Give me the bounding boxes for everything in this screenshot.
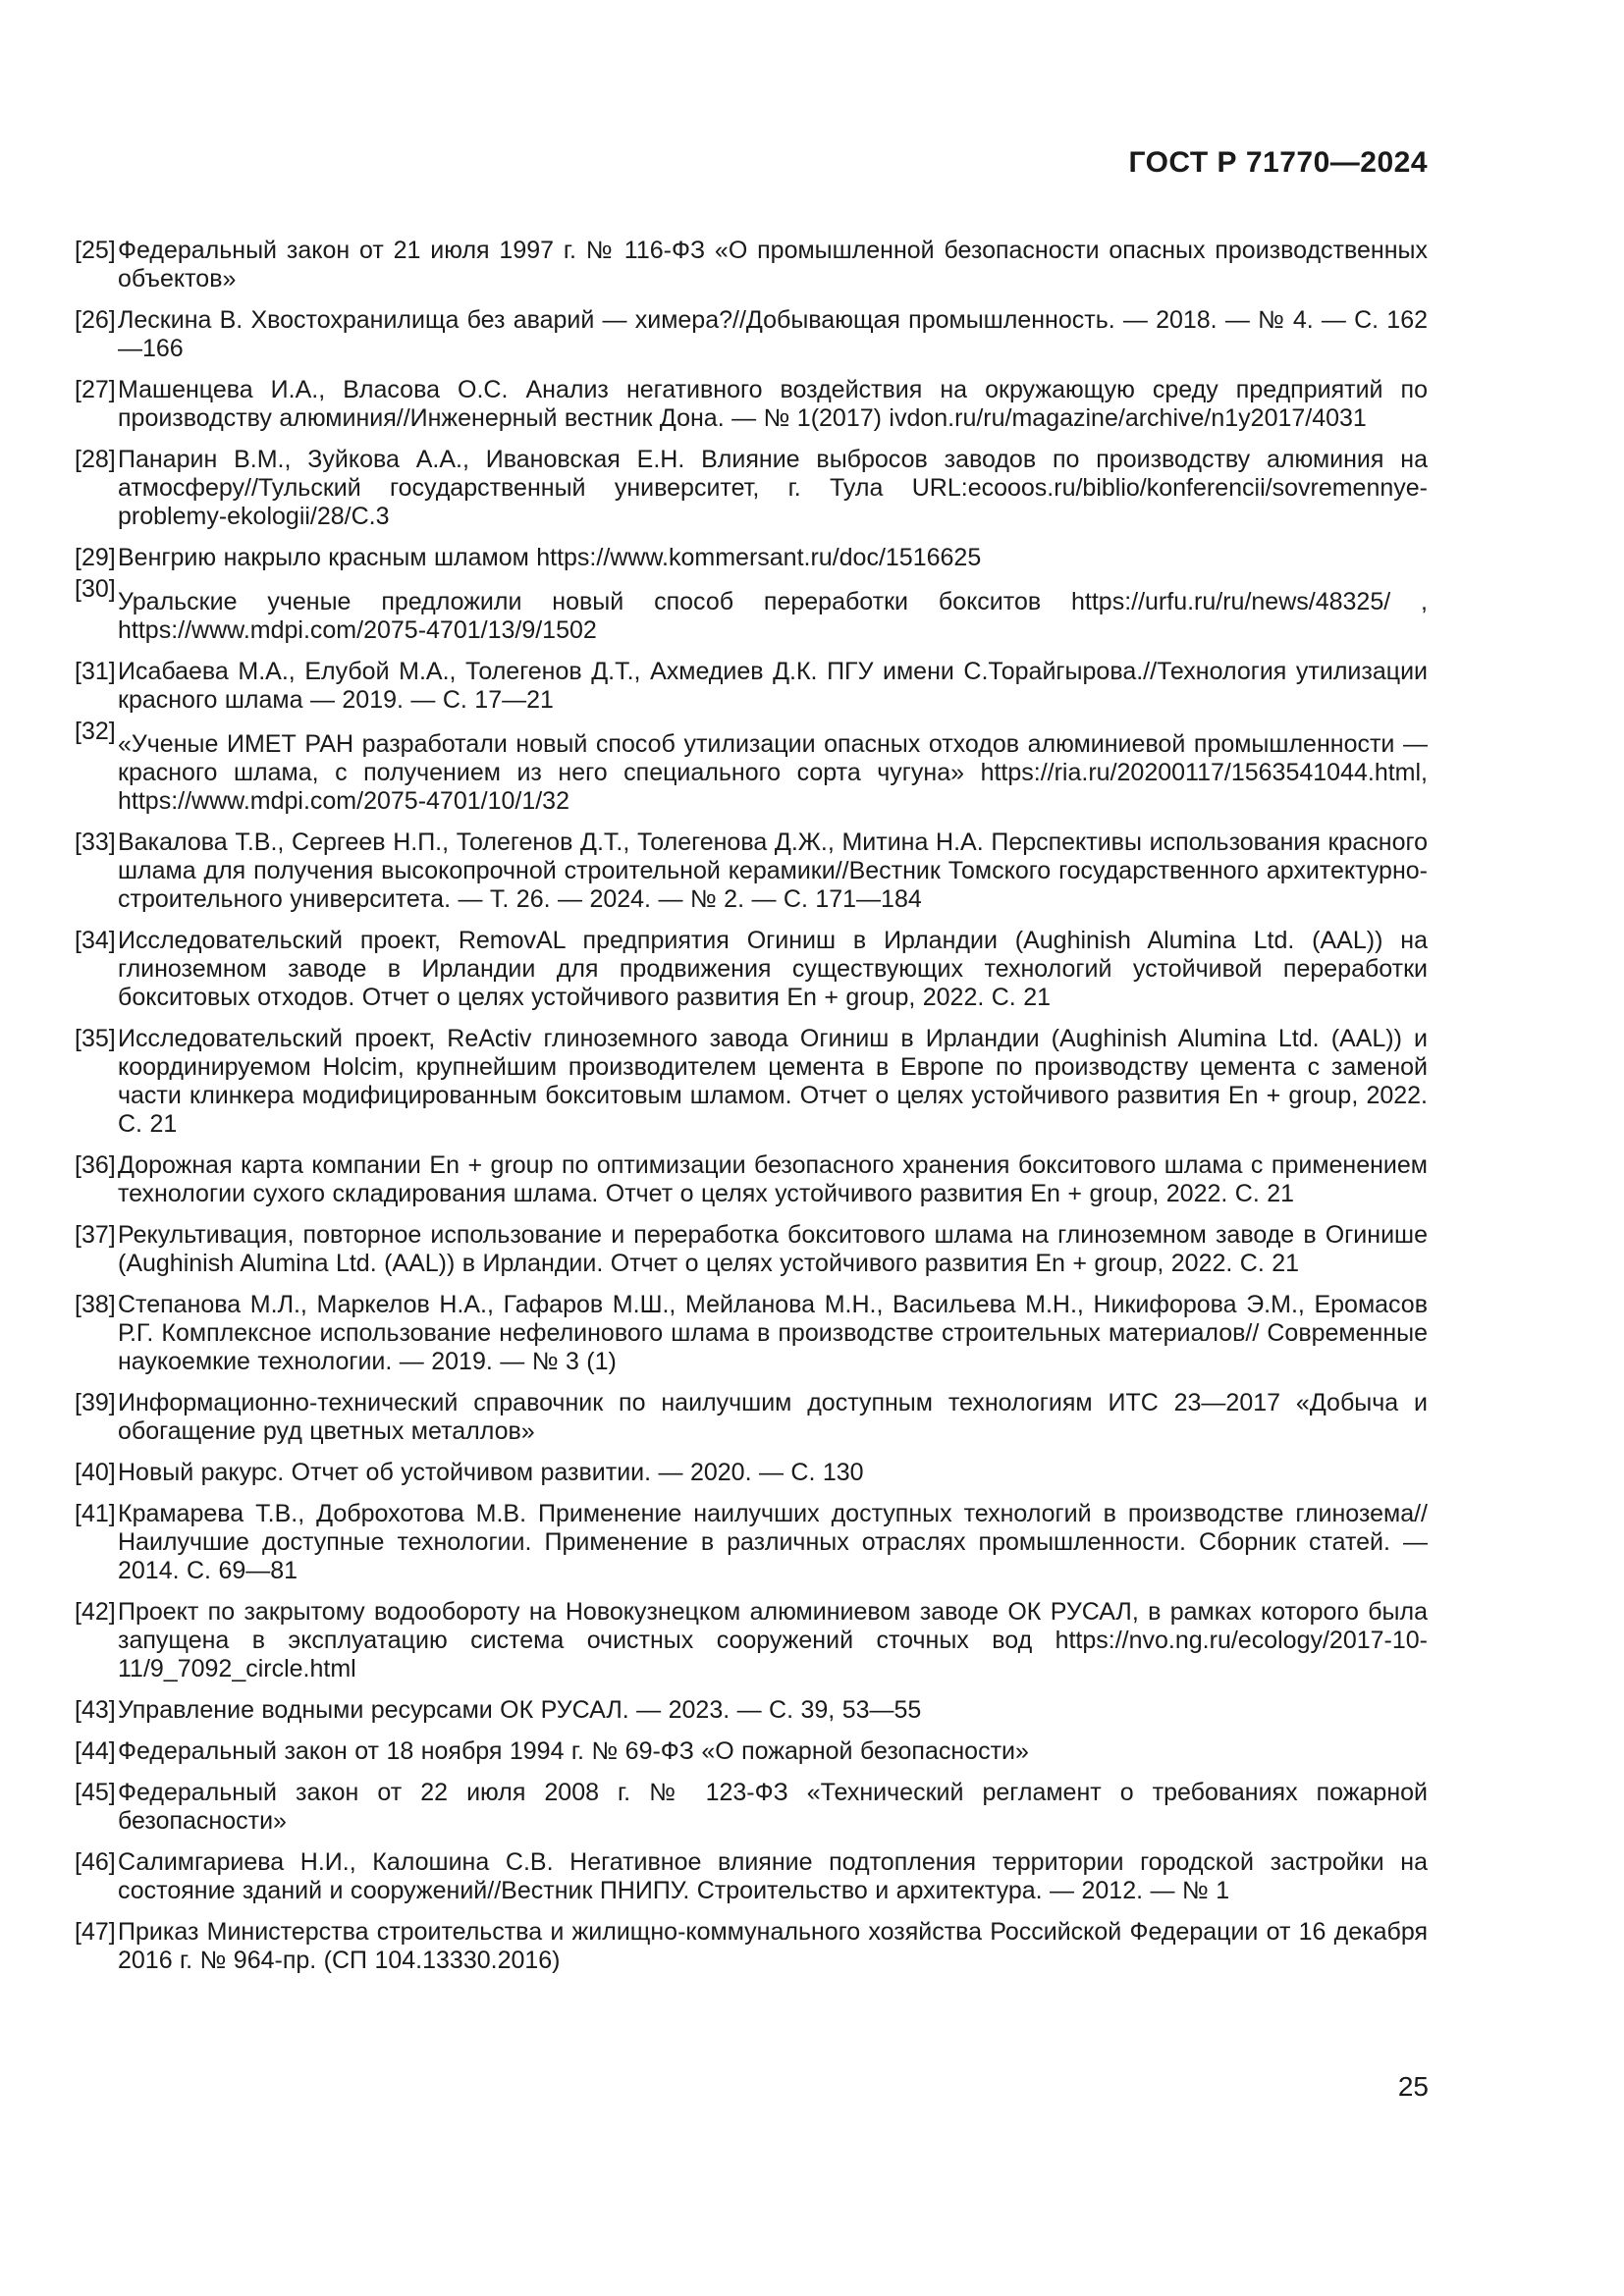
reference-text: Панарин В.М., Зуйкова А.А., Ивановская Е.Н. Влияние выбросов заводов по производству алюминия на атмосферу//Тульский государственный университет, г. Тула URL:ecooos.ru/biblio/konferencii/sovremennye-problemy-ekologii/28/C.3 — [118, 446, 1428, 530]
page-number: 25 — [1397, 2071, 1429, 2102]
reference-text: Рекультивация, повторное использование и переработка бокситового шлама на глиноземном заводе в Огинише (Aughinish Alumina Ltd. (AAL)) в Ирландии. Отчет о целях устойчивого развития En + group, 2022. С. 21 — [118, 1221, 1428, 1277]
reference-item — [75, 1291, 1428, 1376]
reference-number: [40] — [75, 1459, 116, 1486]
reference-text: Салимгариева Н.И., Калошина С.В. Негативное влияние подтопления территории городской застройки на состояние зданий и сооружений//Вестник ПНИПУ. Строительство и архитектура. — 2012. — № 1 — [118, 1848, 1428, 1904]
reference-text: «Ученые ИМЕТ РАН разработали новый способ утилизации опасных отходов алюминиевой промышленности — красного шлама, с получением из него специального сорта чугуна» https://ria.ru/20200117/1563541044.html, https://www.mdpi.com/2075-4701/10/1/32 — [118, 730, 1428, 815]
reference-text: Исабаева М.А., Елубой М.А., Толегенов Д.Т., Ахмедиев Д.К. ПГУ имени С.Торайгырова.//Технология утилизации красного шлама — 2019. — С. 17—21 — [118, 658, 1428, 714]
reference-item — [75, 1918, 1428, 1975]
reference-text: Федеральный закон от 22 июля 2008 г. № 123-ФЗ «Технический регламент о требованиях пожарной безопасности» — [118, 1779, 1428, 1835]
reference-number: [37] — [75, 1221, 116, 1249]
reference-number: [25] — [75, 237, 116, 264]
references-list — [75, 237, 1428, 1988]
reference-text: Крамарева Т.В., Доброхотова М.В. Применение наилучших доступных технологий в производстве глинозема// Наилучшие доступные технологии. Применение в различных отраслях промышленности. Сборник статей. — 2014. С. 69—81 — [118, 1500, 1428, 1584]
reference-number: [41] — [75, 1500, 116, 1527]
reference-text: Уральские ученые предложили новый способ переработки бокситов https://urfu.ru/ru/news/48325/ , https://www.mdpi.com/2075-4701/13/9/1502 — [118, 588, 1428, 644]
reference-number: [47] — [75, 1918, 116, 1946]
standard-number-header: ГОСТ Р 71770—2024 — [1128, 146, 1428, 179]
reference-item — [75, 1459, 1428, 1487]
reference-text: Новый ракурс. Отчет об устойчивом развитии. — 2020. — С. 130 — [118, 1459, 864, 1486]
reference-number: [35] — [75, 1025, 116, 1052]
reference-number: [29] — [75, 544, 116, 571]
reference-number: [36] — [75, 1151, 116, 1179]
reference-item — [75, 306, 1428, 363]
reference-item — [75, 544, 1428, 572]
reference-item — [75, 1389, 1428, 1446]
reference-number: [39] — [75, 1389, 116, 1416]
reference-item — [75, 1737, 1428, 1766]
reference-item — [75, 376, 1428, 433]
reference-text: Приказ Министерства строительства и жилищно-коммунального хозяйства Российской Федерации от 16 декабря 2016 г. № 964-пр. (СП 104.13330.2016) — [118, 1918, 1428, 1974]
reference-text: Федеральный закон от 21 июля 1997 г. № 116-ФЗ «О промышленной безопасности опасных производственных объектов» — [118, 237, 1428, 293]
reference-item — [75, 1221, 1428, 1278]
reference-number: [44] — [75, 1737, 116, 1765]
reference-item — [75, 828, 1428, 914]
reference-text: Исследовательский проект, RemovAL предприятия Огиниш в Ирландии (Aughinish Alumina Ltd. (AAL)) на глиноземном заводе в Ирландии для продвижения существующих технологий устойчивой переработки бокситовых отходов. Отчет о целях устойчивого развития En + group, 2022. С. 21 — [118, 927, 1428, 1011]
reference-number: [27] — [75, 376, 116, 403]
reference-item — [75, 1598, 1428, 1683]
reference-number: [33] — [75, 828, 116, 856]
reference-text: Машенцева И.А., Власова О.С. Анализ негативного воздействия на окружающую среду предприятий по производству алюминия//Инженерный вестник Дона. — № 1(2017) ivdon.ru/ru/magazine/archive/n1y2017/4031 — [118, 376, 1428, 432]
reference-text: Вакалова Т.В., Сергеев Н.П., Толегенов Д.Т., Толегенова Д.Ж., Митина Н.А. Перспективы использования красного шлама для получения высокопрочной строительной керамики//Вестник Томского государственного архитектурно-строительного университета. — Т. 26. — 2024. — № 2. — С. 171—184 — [118, 828, 1428, 913]
reference-item — [75, 1848, 1428, 1905]
reference-number: [43] — [75, 1696, 116, 1724]
reference-item — [75, 658, 1428, 715]
reference-text: Венгрию накрыло красным шламом https://www.kommersant.ru/doc/1516625 — [118, 544, 982, 571]
reference-item — [75, 1025, 1428, 1139]
reference-text: Федеральный закон от 18 ноября 1994 г. № 69-ФЗ «О пожарной безопасности» — [118, 1737, 1029, 1765]
reference-number: [31] — [75, 658, 116, 685]
reference-item — [75, 927, 1428, 1012]
reference-item — [75, 237, 1428, 294]
reference-item — [75, 718, 1428, 816]
reference-text: Степанова М.Л., Маркелов Н.А., Гафаров М.Ш., Мейланова М.Н., Васильева М.Н., Никифорова Э.М., Еромасов Р.Г. Комплексное использование нефелинового шлама в производстве строительных материалов// Современные наукоемкие технологии. — 2019. — № 3 (1) — [118, 1291, 1428, 1375]
reference-text: Дорожная карта компании En + group по оптимизации безопасного хранения бокситового шлама с применением технологии сухого складирования шлама. Отчет о целях устойчивого развития En + group, 2022. С. 21 — [118, 1151, 1428, 1207]
reference-number: [32] — [75, 718, 116, 745]
reference-number: [30] — [75, 575, 116, 603]
reference-number: [28] — [75, 446, 116, 473]
reference-item — [75, 575, 1428, 645]
reference-number: [38] — [75, 1291, 116, 1318]
reference-item — [75, 1696, 1428, 1725]
reference-text: Управление водными ресурсами ОК РУСАЛ. — 2023. — С. 39, 53—55 — [118, 1696, 922, 1724]
reference-number: [26] — [75, 306, 116, 334]
reference-number: [46] — [75, 1848, 116, 1876]
reference-text: Исследовательский проект, ReActiv глиноземного завода Огиниш в Ирландии (Aughinish Alumina Ltd. (AAL)) и координируемом Holcim, крупнейшим производителем цемента в Европе по производству цемента с заменой части клинкера модифицированным бокситовым шламом. Отчет о целях устойчивого развития En + group, 2022. С. 21 — [118, 1025, 1428, 1138]
reference-number: [34] — [75, 927, 116, 954]
reference-number: [45] — [75, 1779, 116, 1806]
reference-text: Проект по закрытому водообороту на Новокузнецком алюминиевом заводе ОК РУСАЛ, в рамках которого была запущена в эксплуатацию система очистных сооружений сточных вод https://nvo.ng.ru/ecology/2017-10-11/9_7092_circle.html — [118, 1598, 1428, 1682]
reference-text: Лескина В. Хвостохранилища без аварий — химера?//Добывающая промышленность. — 2018. — № 4. — С. 162—166 — [118, 306, 1428, 362]
reference-item — [75, 1151, 1428, 1208]
reference-item — [75, 1500, 1428, 1585]
reference-item — [75, 446, 1428, 531]
reference-number: [42] — [75, 1598, 116, 1626]
reference-item — [75, 1779, 1428, 1836]
reference-text: Информационно-технический справочник по наилучшим доступным технологиям ИТС 23—2017 «Добыча и обогащение руд цветных металлов» — [118, 1389, 1428, 1445]
